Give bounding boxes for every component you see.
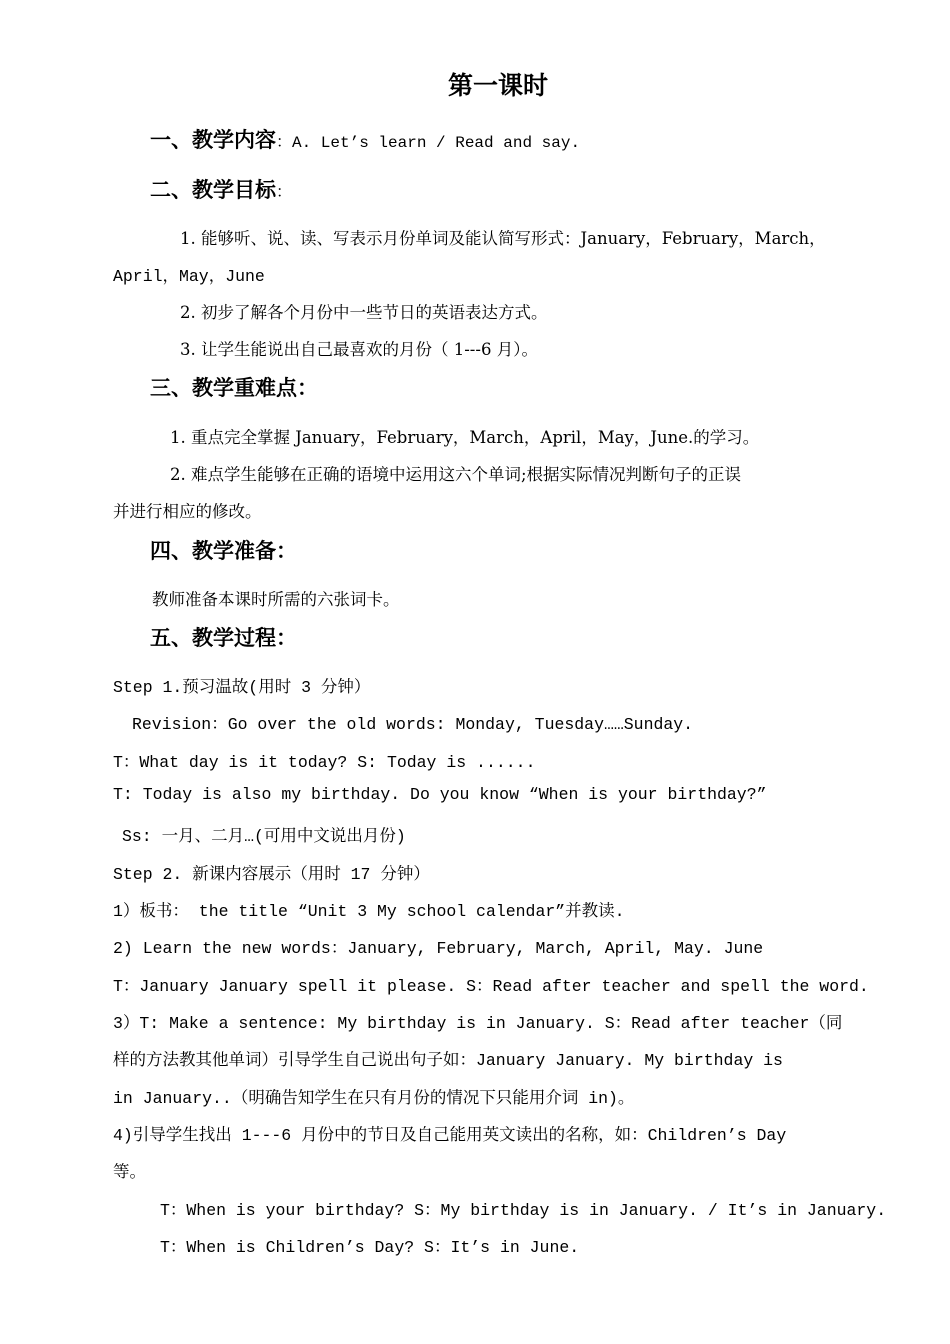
section-2-title: 二、教学目标 bbox=[150, 178, 276, 202]
process-line: T：When is your birthday? S：My birthday is in January. / It’s in January. bbox=[160, 1201, 887, 1220]
goal-3: 3. 让学生能说出自己最喜欢的月份（ 1---6 月）。 bbox=[180, 340, 538, 359]
page-title: 第一课时 bbox=[448, 71, 549, 100]
process-line: T：January January spell it please. S：Read after teacher and spell the word. bbox=[113, 977, 869, 996]
key-point-2-line-2: 并进行相应的修改。 bbox=[113, 502, 262, 521]
process-line: Step 2. 新课内容展示（用时 17 分钟） bbox=[113, 865, 430, 884]
process-line: in January..（明确告知学生在只有月份的情况下只能用介词 in)。 bbox=[113, 1089, 635, 1108]
goal-1-line-2: April，May，June bbox=[113, 267, 265, 286]
section-1-content: ：A. Let’s learn / Read and say. bbox=[276, 134, 581, 152]
key-point-2-line-1: 2. 难点学生能够在正确的语境中运用这六个单词;根据实际情况判断句子的正误 bbox=[170, 465, 742, 484]
section-4-heading: 四、教学准备： bbox=[150, 539, 297, 563]
process-line: Step 1.预习温故(用时 3 分钟） bbox=[113, 678, 371, 697]
process-line: Revision：Go over the old words: Monday, Tuesday……Sunday. bbox=[132, 715, 694, 734]
process-line: T：What day is it today? S: Today is ...... bbox=[113, 753, 536, 772]
section-2-heading bbox=[150, 174, 292, 204]
process-line: 样的方法教其他单词）引导学生自己说出句子如：January January. My birthday is bbox=[113, 1051, 783, 1070]
process-line: Ss: 一月、二月…(可用中文说出月份) bbox=[122, 827, 406, 846]
process-line: T: Today is also my birthday. Do you know “When is your birthday?” bbox=[113, 785, 767, 804]
section-2-colon: ： bbox=[276, 184, 293, 202]
goal-2: 2. 初步了解各个月份中一些节日的英语表达方式。 bbox=[180, 303, 548, 322]
section-1-heading bbox=[150, 124, 580, 154]
preparation-text: 教师准备本课时所需的六张词卡。 bbox=[152, 590, 400, 609]
process-line: 等。 bbox=[113, 1163, 146, 1182]
section-3-heading: 三、教学重难点： bbox=[150, 376, 318, 400]
goal-1-line-1: 1. 能够听、说、读、写表示月份单词及能认简写形式：January，February，March， bbox=[180, 229, 826, 248]
process-line: T：When is Children’s Day? S：It’s in June. bbox=[160, 1238, 580, 1257]
process-line: 1）板书： the title “Unit 3 My school calendar”并教读. bbox=[113, 902, 625, 921]
section-5-heading: 五、教学过程： bbox=[150, 626, 297, 650]
process-line: 4)引导学生找出 1---6 月份中的节日及自己能用英文读出的名称，如：Children’s Day bbox=[113, 1126, 787, 1145]
process-line: 3）T: Make a sentence: My birthday is in January. S：Read after teacher（同 bbox=[113, 1014, 843, 1033]
process-line: 2) Learn the new words：January, February, March, April, May. June bbox=[113, 939, 764, 958]
section-1-title: 一、教学内容 bbox=[150, 128, 276, 152]
key-point-1: 1. 重点完全掌握 January，February，March，April，May，June.的学习。 bbox=[170, 428, 760, 447]
